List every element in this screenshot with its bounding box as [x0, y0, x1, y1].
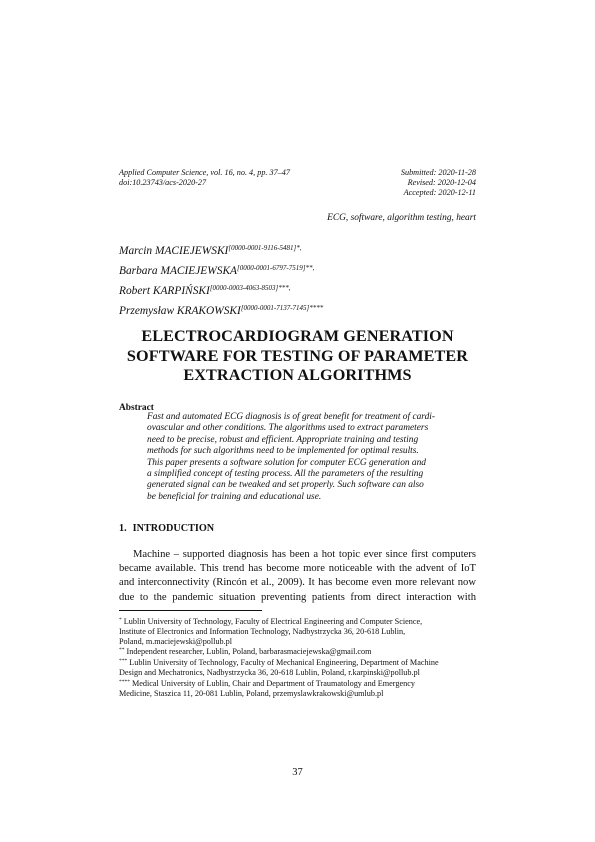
author	[119, 280, 479, 300]
footnote-text: Poland, m.maciejewski@pollub.pl	[119, 636, 233, 646]
author	[119, 240, 479, 260]
abstract-line: This paper presents a software solution for computer ECG generation and	[147, 457, 426, 468]
footnote-text: Design and Mechatronics, Nadbystrzycka 36, 20-618 Lublin, Poland, r.karpinski@pollub.pl	[119, 667, 420, 677]
running-header-right	[330, 168, 476, 198]
submitted-date: Submitted: 2020-11-28	[400, 168, 476, 177]
body-line: due to the pandemic situation preventing patients from direct interaction with	[119, 591, 476, 603]
affiliation-mark: **,	[305, 264, 315, 272]
footnote-mark: **	[119, 647, 125, 654]
footnote-line	[119, 668, 481, 678]
journal-citation: Applied Computer Science, vol. 16, no. 4, pp. 37–47	[119, 168, 290, 177]
footnote-text: Lublin University of Technology, Faculty of Electrical Engineering and Computer Science,	[123, 617, 423, 626]
accepted-date: Accepted: 2020-12-11	[403, 188, 476, 197]
abstract-line: ovascular and other conditions. The algorithms used to extract parameters	[147, 423, 429, 434]
section-number: 1.	[119, 523, 127, 534]
footnote-line	[119, 689, 481, 699]
footnote-text: Medical University of Lublin, Chair and Department of Traumatology and Emergency	[132, 678, 415, 688]
revised-date: Revised: 2020-12-04	[407, 178, 476, 187]
section-heading	[119, 523, 214, 534]
doi: doi:10.23743/acs-2020-27	[119, 178, 207, 187]
paper-title	[95, 327, 500, 386]
orcid: [0000-0001-6797-7519]	[237, 264, 306, 272]
orcid: [0000-0001-7137-7145]	[240, 304, 310, 312]
footnote-line	[119, 627, 481, 637]
body-line: and interconnectivity (Rincón et al., 2009). It has become even more relevant now	[119, 577, 476, 589]
section-title: INTRODUCTION	[132, 523, 215, 534]
running-header-left	[119, 168, 359, 188]
footnote-text: Independent researcher, Lublin, Poland, barbarasmaciejewska@gmail.com	[126, 647, 372, 657]
affiliation-mark: *,	[296, 244, 302, 252]
abstract-heading: Abstract	[119, 403, 154, 413]
footnote-line	[119, 616, 481, 627]
orcid: [0000-0003-4063-8503]	[209, 284, 279, 292]
footnote-mark: ****	[119, 678, 130, 685]
author-name: Robert KARPIŃSKI	[119, 285, 210, 297]
footnote-text: Institute of Electronics and Information Technology, Nadbystrzycka 36, 20-618 Lublin,	[119, 626, 406, 636]
orcid: [0000-0001-9116-5481]	[228, 244, 297, 252]
footnote-line	[119, 637, 481, 647]
author-list	[119, 240, 479, 320]
footnote-mark: *	[119, 617, 122, 623]
footnote-line	[119, 657, 481, 668]
footnote-line	[119, 646, 481, 657]
title-line: SOFTWARE FOR TESTING OF PARAMETER	[126, 346, 469, 365]
page-number: 37	[292, 767, 303, 778]
abstract-line: Fast and automated ECG diagnosis is of great benefit for treatment of cardi-	[147, 412, 436, 422]
author-name: Marcin MACIEJEWSKI	[119, 245, 229, 257]
footnotes	[119, 616, 481, 698]
abstract-line: generated signal can be tweaked and set properly. Such software can also	[147, 480, 424, 491]
title-line: EXTRACTION ALGORITHMS	[183, 366, 412, 385]
author-name: Przemysław KRAKOWSKI	[119, 305, 241, 317]
affiliation-mark: ***,	[278, 284, 291, 292]
body-line: became available. This trend has become more noticeable with the advent of IoT	[119, 563, 476, 575]
author	[119, 300, 479, 320]
footnote-divider	[119, 610, 262, 611]
abstract-line: methods for such algorithms need to be implemented for optimal results.	[147, 446, 419, 457]
affiliation-mark: ****	[309, 304, 324, 312]
abstract-line: a simplified concept of testing process. All the parameters of the resulting	[147, 469, 424, 480]
footnote-text: Medicine, Staszica 11, 20-081 Lublin, Poland, przemyslawkrakowski@umlub.pl	[119, 688, 384, 698]
footnote-line	[119, 678, 481, 689]
author	[119, 260, 479, 280]
footnote-mark: ***	[119, 658, 128, 665]
author-name: Barbara MACIEJEWSKA	[119, 265, 237, 277]
abstract-line: be beneficial for training and educational use.	[147, 491, 322, 502]
keywords: ECG, software, algorithm testing, heart	[327, 213, 476, 223]
body-paragraph	[119, 548, 476, 605]
body-line: Machine – supported diagnosis has been a hot topic ever since first computers	[133, 549, 476, 560]
abstract-line: need to be precise, robust and efficient. Appropriate training and testing	[147, 434, 419, 445]
abstract-text	[147, 412, 449, 503]
title-line: ELECTROCARDIOGRAM GENERATION	[141, 327, 454, 345]
footnote-text: Lublin University of Technology, Faculty of Mechanical Engineering, Department of Machine	[129, 658, 439, 668]
